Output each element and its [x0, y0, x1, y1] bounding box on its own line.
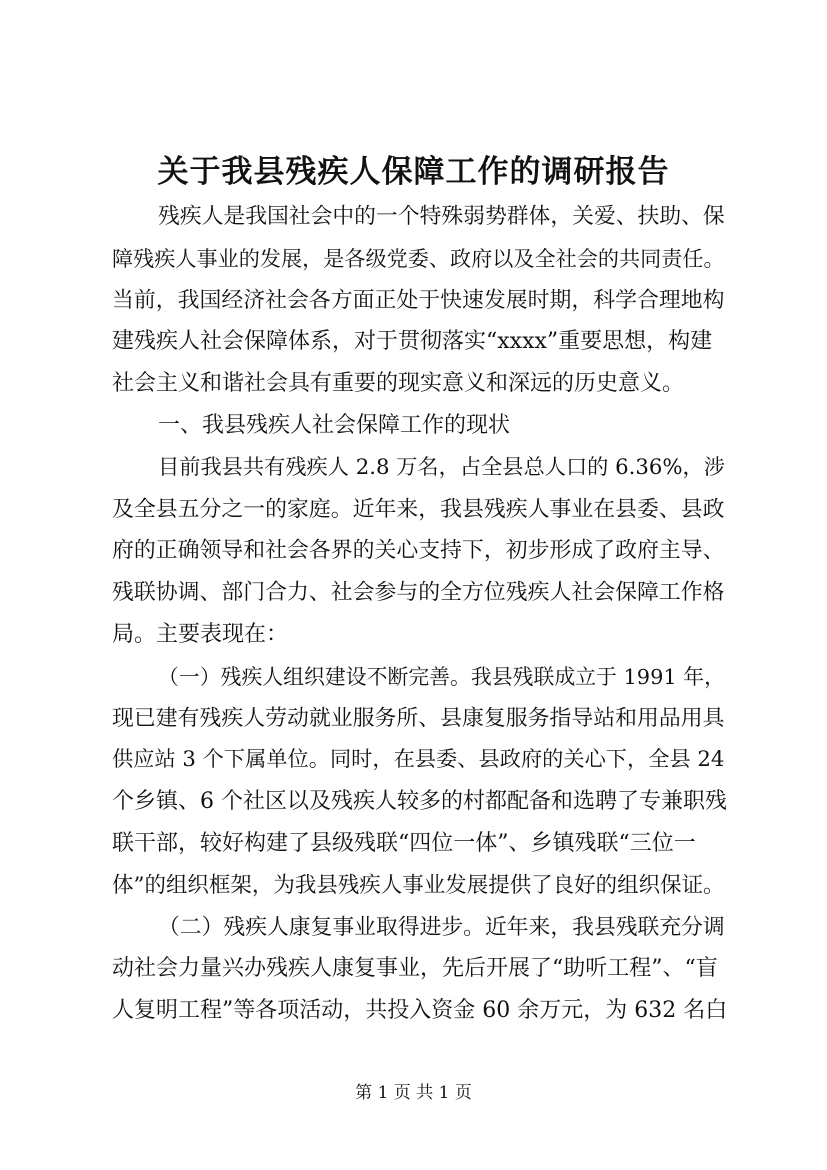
paragraph-line: 残联协调、部门合力、社会参与的全方位残疾人社会保障工作格: [112, 580, 725, 605]
paragraph-line: 府的正确领导和社会各界的关心支持下，初步形成了政府主导、: [112, 538, 725, 563]
paragraph-line: （一）残疾人组织建设不断完善。我县残联成立于 1991 年，: [158, 665, 725, 689]
page-footer: 第 1 页 共 1 页: [355, 1083, 472, 1103]
paragraph-line: 社会主义和谐社会具有重要的现实意义和深远的历史意义。: [112, 371, 685, 396]
paragraph-line: 现已建有残疾人劳动就业服务所、县康复服务指导站和用品用具: [112, 706, 725, 731]
paragraph-line: 体”的组织框架，为我县残疾人事业发展提供了良好的组织保证。: [112, 873, 725, 898]
paragraph-line: （二）残疾人康复事业取得进步。近年来，我县残联充分调: [158, 915, 725, 940]
paragraph-line: 供应站 3 个下属单位。同时，在县委、县政府的关心下，全县 24: [112, 747, 725, 772]
paragraph-line: 障残疾人事业的发展，是各级党委、政府以及全社会的共同责任。: [112, 246, 725, 271]
paragraph-line: 目前我县共有残疾人 2.8 万名，占全县总人口的 6.36%，涉: [158, 455, 725, 480]
paragraph-line: 及全县五分之一的家庭。近年来，我县残疾人事业在县委、县政: [112, 497, 725, 522]
paragraph-line: 动社会力量兴办残疾人康复事业，先后开展了“助听工程”、“盲: [112, 956, 718, 981]
paragraph-line: 建残疾人社会保障体系，对于贯彻落实“xxxx”重要思想，构建: [112, 329, 713, 354]
paragraph-line: 局。主要表现在：: [112, 622, 289, 647]
paragraph-line: 联干部，较好构建了县级残联“四位一体”、乡镇残联“三位一: [112, 831, 696, 856]
paragraph-line: 人复明工程”等各项活动，共投入资金 60 余万元，为 632 名白: [112, 998, 728, 1023]
section-heading: 一、我县残疾人社会保障工作的现状: [158, 413, 511, 438]
paragraph-line: 当前，我国经济社会各方面正处于快速发展时期，科学合理地构: [112, 288, 725, 313]
paragraph-line: 个乡镇、6 个社区以及残疾人较多的村都配备和选聘了专兼职残: [112, 789, 727, 814]
paragraph-line: 残疾人是我国社会中的一个特殊弱势群体，关爱、扶助、保: [158, 204, 725, 229]
document-title: 关于我县残疾人保障工作的调研报告: [157, 154, 670, 190]
